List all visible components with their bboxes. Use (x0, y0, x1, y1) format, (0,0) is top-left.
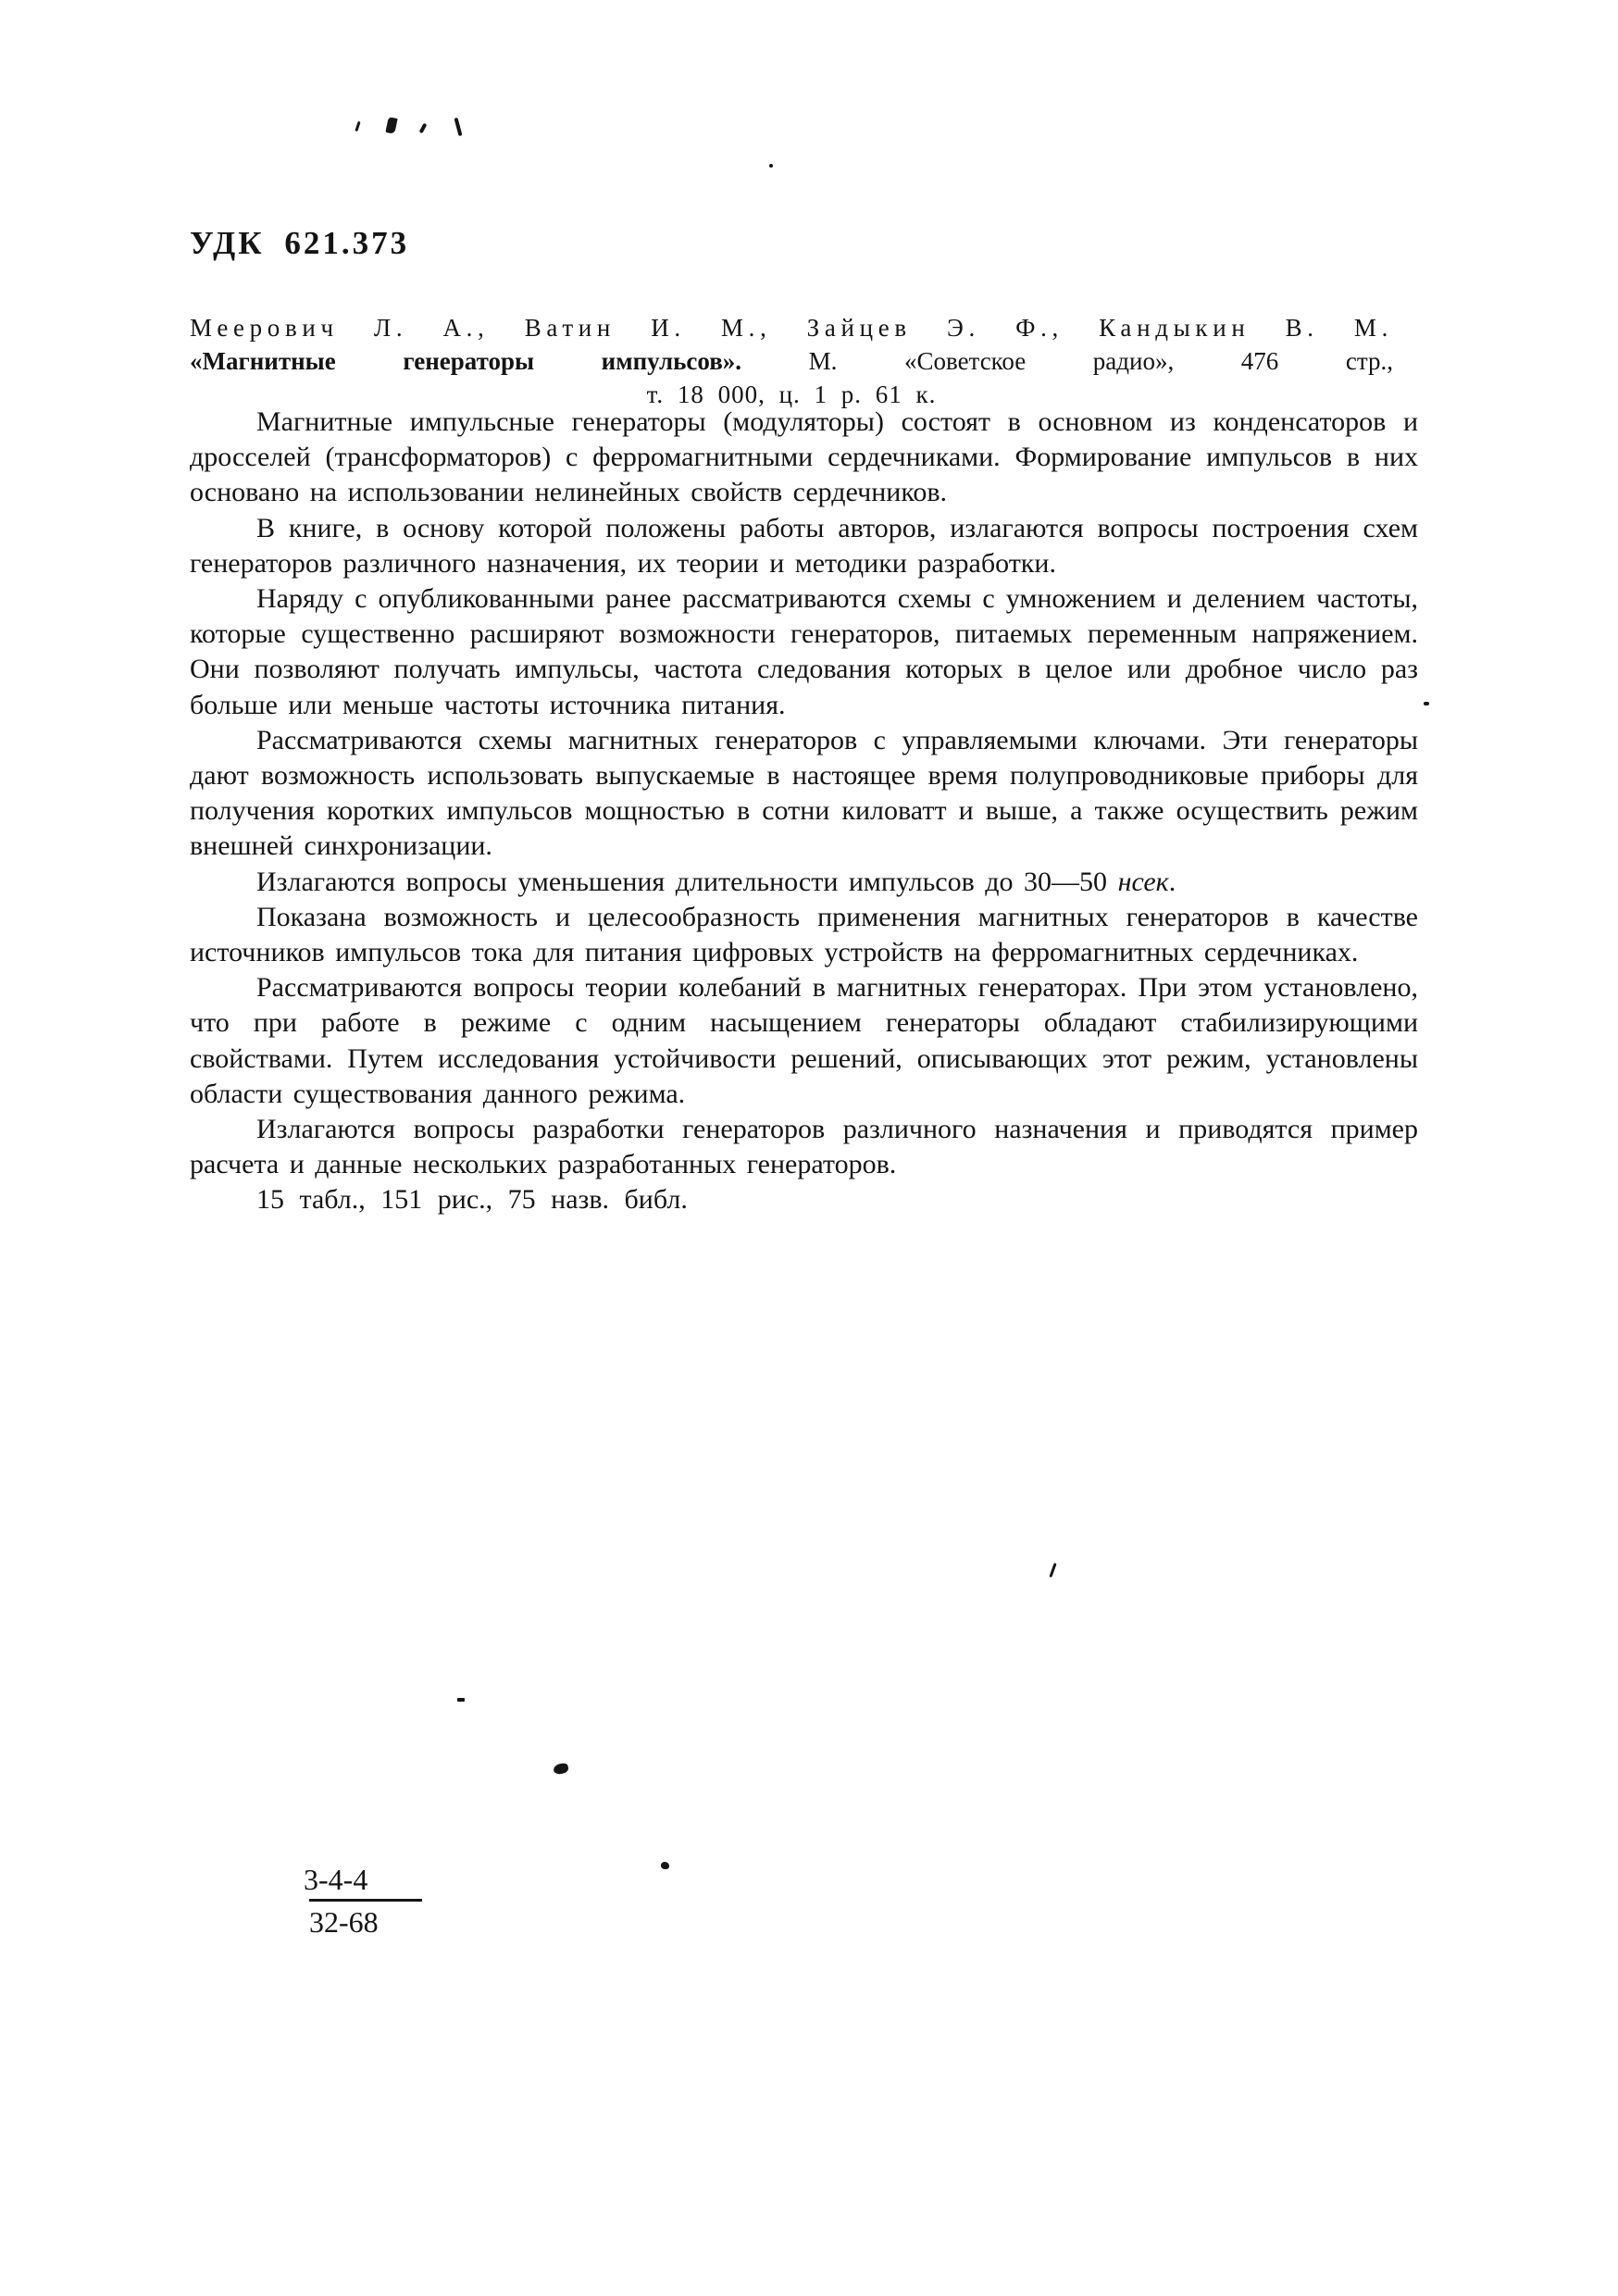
paragraph-2: В книге, в основу которой положены работы авторов, излагаются вопросы построения схем генераторов различного назначения, их теории и методики разработки. (190, 512, 1418, 579)
fraction-rule (309, 1899, 422, 1902)
printing-code (304, 1863, 422, 1939)
publisher-info: М. «Советское радио», 476 стр., (741, 347, 1393, 375)
paragraph-8: Излагаются вопросы разработки генераторов различного назначения и приводятся пример расчета и данные нескольких разработанных генераторов. (190, 1114, 1418, 1180)
book-title: «Магнитные генераторы импульсов». (190, 347, 742, 375)
paragraph-5-text: Излагаются вопросы уменьшения длительности импульсов до 30—50 (256, 866, 1118, 897)
ink-speck (1424, 702, 1429, 705)
authors-line: Меерович Л. А., Ватин И. М., Зайцев Э. Ф., Кандыкин В. М. (190, 314, 1393, 342)
printing-code-top: 3-4-4 (304, 1863, 368, 1896)
paragraph-5-unit-italic: нсек (1117, 866, 1169, 897)
paragraph-7: Рассматриваются вопросы теории колебаний в магнитных генераторах. При этом установлено, что при работе в режиме с одним насыщением генераторы обладают стабилизирующими свойствами. Путем исследования устойчивости решений, описывающих этот режим, установлены области существования данного режима. (190, 972, 1418, 1109)
paragraph-5 (190, 865, 1418, 900)
ink-blob (553, 1763, 569, 1776)
ink-slash-mark (1049, 1563, 1056, 1578)
paragraph-4: Рассматриваются схемы магнитных генераторов с управляемыми ключами. Эти генераторы дают возможность использовать выпускаемые в настоящее время полупроводниковые приборы для получения коротких импульсов мощностью в сотни киловатт и выше, а также осуществить режим внешней синхронизации. (190, 724, 1418, 862)
udk-number: УДК 621.373 (190, 225, 410, 261)
stats-line: 15 табл., 151 рис., 75 назв. библ. (256, 1184, 688, 1216)
paragraph-6: Показана возможность и целесообразность применения магнитных генераторов в качестве источников импульсов тока для питания цифровых устройств на ферромагнитных сердечниках. (190, 901, 1418, 968)
ink-mark (419, 123, 428, 134)
ink-speck (457, 1698, 465, 1702)
ink-mark (454, 118, 462, 136)
ink-blob (661, 1862, 669, 1869)
annotation-text (190, 405, 1418, 1218)
ink-mark (385, 117, 397, 134)
ink-dot (769, 164, 773, 168)
paragraph-5-period: . (1168, 866, 1176, 897)
print-run-price-line: т. 18 000, ц. 1 р. 61 к. (646, 381, 937, 408)
paragraph-1: Магнитные импульсные генераторы (модуляторы) состоят в основном из конденсаторов и дросселей (трансформаторов) с ферромагнитными сердечниками. Формирование импульсов в них основано на использовании нелинейных свойств сердечников. (190, 406, 1418, 508)
ink-mark (355, 121, 360, 131)
printing-code-bottom: 32-68 (309, 1905, 379, 1939)
paragraph-3: Наряду с опубликованными ранее рассматриваются схемы с умножением и делением частоты, которые существенно расширяют возможности генераторов, питаемых переменным напряжением. Они позволяют получать импульсы, частота следования которых в целое или дробное число раз больше или меньше частоты источника питания. (190, 583, 1418, 720)
bibliographic-header (190, 311, 1393, 411)
title-publisher-line (190, 344, 1393, 378)
